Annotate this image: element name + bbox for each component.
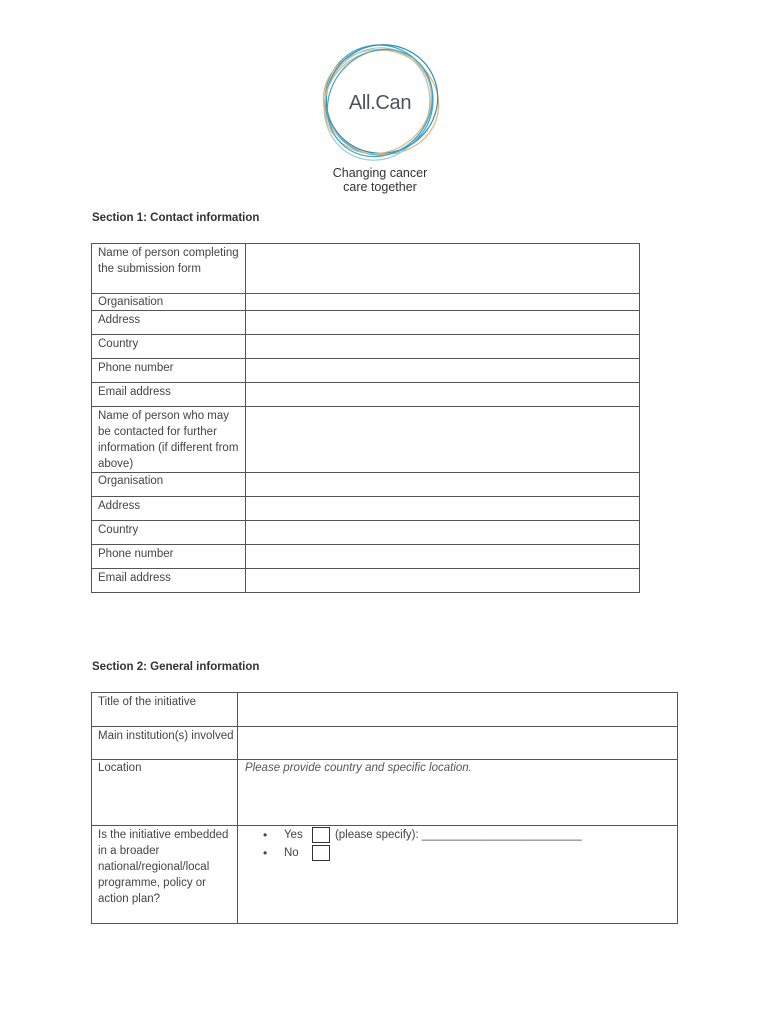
- logo-tagline-line1: Changing cancer: [332, 166, 428, 180]
- table-row: [92, 407, 640, 473]
- table-row: [92, 244, 640, 294]
- email-field[interactable]: [245, 383, 639, 407]
- option-no-label: No: [283, 847, 299, 859]
- table-row: [92, 359, 640, 383]
- field-label-contact-email: Email address: [92, 569, 246, 593]
- field-label-phone: Phone number: [92, 359, 246, 383]
- field-label-address: Address: [92, 311, 246, 335]
- table-row: [92, 521, 640, 545]
- field-label-location: Location: [92, 760, 238, 826]
- logo-tagline-line2: care together: [343, 180, 417, 194]
- field-label-embedded: Is the initiative embedded in a broader national/regional/local programme, policy or action plan?: [92, 826, 238, 924]
- location-field[interactable]: Please provide country and specific location.: [237, 760, 677, 826]
- field-label-contact-address: Address: [92, 497, 246, 521]
- table-row: [92, 727, 678, 760]
- table-row: [92, 294, 640, 311]
- table-row: [92, 311, 640, 335]
- field-label-organisation: Organisation: [92, 294, 246, 311]
- organisation-field[interactable]: [245, 294, 639, 311]
- field-label-institutions: Main institution(s) involved: [92, 727, 238, 760]
- option-yes-label: Yes: [283, 829, 303, 841]
- table-row: [92, 497, 640, 521]
- bullet-icon: •: [262, 828, 268, 842]
- table-row: [92, 693, 678, 727]
- contact-address-field[interactable]: [245, 497, 639, 521]
- embedded-options: [237, 826, 677, 924]
- contact-info-table: [91, 243, 640, 593]
- yes-checkbox[interactable]: [312, 827, 330, 843]
- phone-field[interactable]: [245, 359, 639, 383]
- field-label-contact-organisation: Organisation: [92, 473, 246, 497]
- yes-specify-text: (please specify): _________________________: [334, 829, 582, 841]
- table-row: [92, 473, 640, 497]
- field-label-title: Title of the initiative: [92, 693, 238, 727]
- submitter-name-field[interactable]: [245, 244, 639, 294]
- field-label-country: Country: [92, 335, 246, 359]
- table-row: [92, 760, 678, 826]
- option-yes: [238, 826, 677, 844]
- option-no: [238, 844, 677, 862]
- field-label-contact-name: Name of person who may be contacted for further information (if different from above): [92, 407, 246, 473]
- logo-tagline: [316, 166, 444, 194]
- field-label-contact-country: Country: [92, 521, 246, 545]
- table-row: [92, 383, 640, 407]
- field-label-submitter-name: Name of person completing the submission form: [92, 244, 246, 294]
- section1-heading: Section 1: Contact information: [92, 212, 260, 224]
- field-label-email: Email address: [92, 383, 246, 407]
- contact-phone-field[interactable]: [245, 545, 639, 569]
- field-label-contact-phone: Phone number: [92, 545, 246, 569]
- contact-name-field[interactable]: [245, 407, 639, 473]
- country-field[interactable]: [245, 335, 639, 359]
- contact-country-field[interactable]: [245, 521, 639, 545]
- institutions-field[interactable]: [237, 727, 677, 760]
- no-checkbox[interactable]: [312, 845, 330, 861]
- general-info-table: [91, 692, 678, 924]
- contact-organisation-field[interactable]: [245, 473, 639, 497]
- table-row: [92, 826, 678, 924]
- contact-email-field[interactable]: [245, 569, 639, 593]
- table-row: [92, 545, 640, 569]
- table-row: [92, 335, 640, 359]
- all-can-logo: [316, 42, 446, 197]
- bullet-icon: •: [262, 846, 268, 860]
- address-field[interactable]: [245, 311, 639, 335]
- initiative-title-field[interactable]: [237, 693, 677, 727]
- logo-wordmark: All.Can: [348, 92, 412, 114]
- section2-heading: Section 2: General information: [92, 661, 260, 673]
- table-row: [92, 569, 640, 593]
